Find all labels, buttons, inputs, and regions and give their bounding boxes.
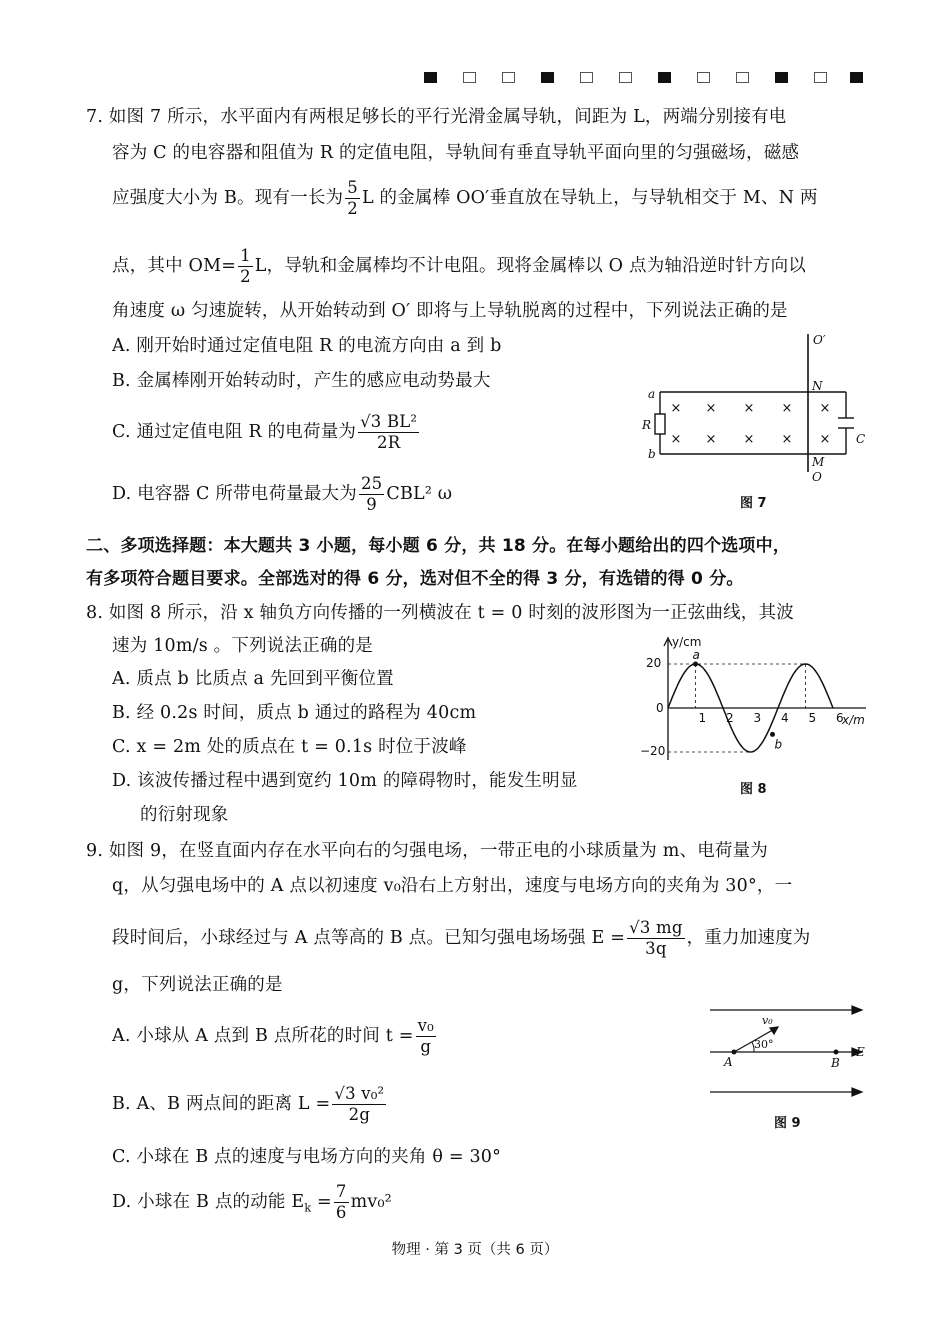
q9-option-d-eq: =	[311, 1192, 332, 1212]
q7-option-d-text: D. 电容器 C 所带电荷量最大为	[112, 484, 357, 504]
y-tick-0: 0	[656, 701, 664, 715]
point-a-label: a	[692, 648, 700, 662]
q9-option-d-text: D. 小球在 B 点的动能 E	[112, 1192, 305, 1212]
q7-line-3a: 应强度大小为 B。现有一长为	[112, 188, 344, 208]
cross-mark: ×	[743, 401, 755, 416]
label-a: A	[724, 1055, 733, 1069]
q9-line-2: q，从匀强电场中的 A 点以初速度 v₀沿右上方射出，速度与电场方向的夹角为 30°，一	[112, 876, 793, 896]
label-o-prime: O′	[813, 333, 826, 347]
q9-option-a-text: A. 小球从 A 点到 B 点所花的时间 t =	[112, 1026, 414, 1046]
frac-den: 3q	[645, 939, 667, 958]
y-tick-20: 20	[646, 656, 662, 670]
cross-mark: ×	[819, 432, 831, 447]
y-axis-label: y/cm	[672, 635, 702, 649]
frac-num: √3 mg	[629, 918, 683, 937]
q7-option-c-text: C. 通过定值电阻 R 的电荷量为	[112, 422, 357, 442]
q9-line-3a: 段时间后，小球经过与 A 点等高的 B 点。已知匀强电场场强 E =	[112, 928, 626, 948]
frac-den: 2	[347, 199, 358, 218]
q9-line-3b: ，重力加速度为	[686, 928, 811, 948]
figure-8-wave-chart	[636, 630, 876, 770]
point-b-marker	[770, 732, 775, 737]
q7-line-1: 7. 如图 7 所示，水平面内有两根足够长的平行光滑金属导轨，间距为 L，两端分别接有电	[86, 107, 787, 127]
figure-8-caption: 图 8	[740, 782, 767, 797]
x-tick-2: 2	[726, 711, 734, 725]
page-footer: 物理 · 第 3 页（共 6 页）	[391, 1242, 559, 1258]
q7-line-4b: L，导轨和金属棒均不计电阻。现将金属棒以 O 点为轴沿逆时针方向以	[254, 256, 806, 276]
frac-den: 9	[366, 495, 377, 514]
frac-den: 2R	[377, 433, 401, 452]
frac-num: 7	[335, 1182, 347, 1201]
point-a-dot	[732, 1050, 737, 1055]
frac-num: v₀	[417, 1016, 434, 1035]
cross-mark: ×	[781, 432, 793, 447]
q7-fraction-5-2	[345, 178, 360, 219]
x-tick-6: 6	[836, 711, 844, 725]
q7-option-b: B. 金属棒刚开始转动时，产生的感应电动势最大	[112, 371, 491, 391]
frac-num: 25	[360, 474, 383, 493]
label-m: M	[812, 455, 825, 469]
q9-option-a	[112, 1016, 438, 1057]
x-axis-label: x/m	[842, 713, 865, 727]
q9-option-a-fraction	[416, 1016, 436, 1057]
frac-den: 2g	[348, 1105, 371, 1124]
q9-option-d-sub: k	[304, 1201, 312, 1215]
cross-mark: ×	[705, 432, 717, 447]
label-b: b	[648, 447, 656, 461]
q9-option-b-text: B. A、B 两点间的距离 L =	[112, 1094, 331, 1114]
label-e: E	[856, 1045, 865, 1059]
cross-mark: ×	[819, 401, 831, 416]
point-b-label: b	[774, 737, 783, 752]
q8-line-1: 8. 如图 8 所示，沿 x 轴负方向传播的一列横波在 t = 0 时刻的波形图为一正弦曲线，其波	[86, 603, 794, 623]
label-o: O	[812, 470, 822, 484]
q8-line-2: 速为 10m/s 。下列说法正确的是	[112, 636, 373, 656]
q7-option-d-post: CBL² ω	[386, 484, 453, 504]
x-tick-3: 3	[753, 711, 762, 725]
q9-line-4: g，下列说法正确的是	[112, 975, 283, 995]
frac-den: 2	[240, 267, 251, 286]
q7-line-4a: 点，其中 OM=	[112, 256, 237, 276]
q9-line-1: 9. 如图 9，在竖直面内存在水平向右的匀强电场，一带正电的小球质量为 m、电荷量为	[86, 841, 769, 861]
frac-den: g	[420, 1037, 432, 1056]
figure-9-caption: 图 9	[774, 1116, 801, 1131]
q7-line-3b: L 的金属棒 OO′垂直放在导轨上，与导轨相交于 M、N 两	[361, 188, 818, 208]
q9-option-d-post: mv₀²	[350, 1192, 392, 1212]
q9-line-3	[112, 918, 811, 959]
y-tick-minus-20: −20	[640, 744, 666, 758]
cross-mark: ×	[743, 432, 755, 447]
q7-option-d-fraction	[359, 474, 384, 515]
label-v0: v₀	[762, 1014, 773, 1027]
label-r: R	[642, 418, 652, 432]
x-tick-4: 4	[781, 711, 789, 725]
cross-mark: ×	[781, 401, 793, 416]
x-tick-1: 1	[698, 711, 707, 725]
q7-option-d	[112, 474, 452, 515]
frac-num: 1	[240, 246, 251, 265]
q8-option-d-2: 的衍射现象	[140, 805, 229, 825]
cross-mark: ×	[705, 401, 717, 416]
q9-option-b-fraction	[332, 1084, 386, 1125]
q7-line-2: 容为 C 的电容器和阻值为 R 的定值电阻，导轨间有垂直导轨平面向里的匀强磁场，磁感	[112, 143, 800, 163]
figure-7-circuit	[636, 330, 876, 490]
cross-mark: ×	[670, 401, 682, 416]
section-2-heading-1: 二、多项选择题：本大题共 3 小题，每小题 6 分，共 18 分。在每小题给出的四个选项中，	[86, 536, 791, 556]
frac-num: 5	[347, 178, 358, 197]
q9-field-fraction	[627, 918, 684, 959]
header-marks	[422, 72, 872, 86]
label-c: C	[856, 432, 866, 446]
q8-option-b: B. 经 0.2s 时间，质点 b 通过的路程为 40cm	[112, 703, 477, 723]
section-2-heading-2: 有多项符合题目要求。全部选对的得 6 分，选对但不全的得 3 分，有选错的得 0 分。	[86, 569, 744, 589]
q7-fraction-1-2	[238, 246, 253, 287]
frac-num: √3 v₀²	[334, 1084, 385, 1103]
label-b: B	[831, 1056, 840, 1070]
q8-option-c: C. x = 2m 处的质点在 t = 0.1s 时位于波峰	[112, 737, 467, 757]
q7-option-c-fraction	[358, 412, 419, 453]
q9-option-c: C. 小球在 B 点的速度与电场方向的夹角 θ = 30°	[112, 1147, 502, 1167]
label-n: N	[812, 379, 823, 393]
point-a-marker	[693, 662, 698, 667]
frac-den: 6	[335, 1203, 347, 1222]
q7-line-4	[112, 246, 806, 287]
x-tick-5: 5	[808, 711, 817, 725]
cross-mark: ×	[670, 432, 682, 447]
q7-line-5: 角速度 ω 匀速旋转，从开始转动到 O′ 即将与上导轨脱离的过程中，下列说法正确的是	[112, 301, 788, 321]
q8-option-d-1: D. 该波传播过程中遇到宽约 10m 的障碍物时，能发生明显	[112, 771, 578, 791]
q9-option-b	[112, 1084, 388, 1125]
frac-num: √3 BL²	[360, 412, 418, 431]
q9-option-d	[112, 1182, 392, 1223]
q8-option-a: A. 质点 b 比质点 a 先回到平衡位置	[112, 669, 394, 689]
label-30-deg: 30°	[754, 1038, 774, 1051]
q7-option-c	[112, 412, 421, 453]
q9-option-d-fraction	[334, 1182, 349, 1223]
label-a: a	[648, 387, 656, 401]
figure-7-caption: 图 7	[740, 496, 767, 511]
q7-line-3	[112, 178, 818, 219]
q7-option-a: A. 刚开始时通过定值电阻 R 的电流方向由 a 到 b	[112, 336, 502, 356]
point-b-dot	[834, 1050, 839, 1055]
figure-9-electric-field	[706, 1000, 876, 1105]
